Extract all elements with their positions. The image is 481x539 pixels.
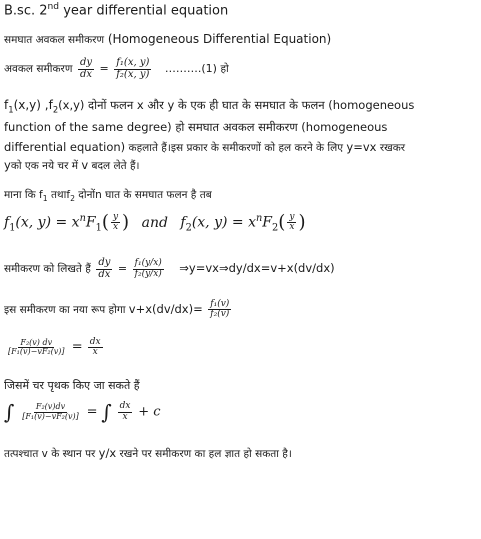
page-title	[4, 2, 228, 18]
integral-equation: ∫ $\frac{\text{F₂(v)dv}}{\text{[F₁(v)−vF₂(v)]}}$ = ∫ $\frac{dx}{x}$ + c	[4, 400, 161, 424]
section-heading	[4, 32, 331, 47]
y-over-x-fraction: $\frac{y}{x}$	[112, 211, 119, 232]
equals-sign: =	[99, 62, 109, 75]
y-over-x-fraction: $\frac{y}{x}$	[289, 211, 295, 232]
new-form-equation: इस समीकरण का नया रूप होगा v+x(dv/dx)= $\frac{\text{f₁(v)}}{\text{f₂(v)}}$	[4, 299, 230, 320]
separated-equation: $\frac{\text{F₂(v) dv}}{\text{[F₁(v)−vF₂(v)]}}$ = $\frac{dx}{x}$	[8, 337, 101, 358]
section-heading-hindi: समघात अवकल समीकरण	[4, 34, 105, 46]
equation-number: ……….(1)	[164, 62, 217, 75]
dy-dx-fraction: $\frac{dy}{dx}$	[98, 257, 111, 280]
dx-over-x-fraction: $\frac{dx}{x}$	[119, 401, 131, 422]
f1-over-f2-fraction: $\frac{\text{f₁(x, y)}}{\text{f₂(x, y)}}$	[116, 57, 150, 80]
title-text: B.sc. 2	[4, 3, 48, 19]
paragraph-line-3: differential equation) कहलाते हैं।इस प्रकार के समीकरणों को हल करने के लिए y=vx रखकर	[4, 140, 406, 154]
f1v-over-f2v-fraction: $\frac{\text{f₁(v)}}{\text{f₂(v)}}$	[210, 299, 230, 320]
and-word: and	[141, 214, 168, 231]
separation-note: जिसमें चर पृथक किए जा सकते हैं	[4, 379, 140, 392]
substitution-chain: ⇒y=vx⇒dy/dx=v+x(dv/dx)	[179, 261, 335, 275]
definition-suffix: हो	[220, 63, 229, 75]
title-superscript: nd	[47, 2, 60, 12]
conclusion-line: तत्पश्चात v के स्थान पर y/x रखने पर समीकरण का हल ज्ञात हो सकता है।	[4, 446, 292, 460]
paragraph-line-2: function of the same degree) हो समघात अवकल समीकरण (homogeneous	[4, 120, 388, 134]
rewritten-equation: समीकरण को लिखते हैं $\frac{dy}{dx}$ = $\frac{\text{f₁(y/x)}}{\text{f₂(y/x)}}$ ⇒y=vx⇒dy/dx=v+x(dv/dx)	[4, 257, 335, 280]
definition-label: अवकल समीकरण	[4, 63, 73, 75]
paragraph-line-4: yको एक नये चर में v बदल लेते हैं।	[4, 158, 140, 172]
title-rest: year differential equation	[59, 3, 229, 19]
integrand-fraction: $\frac{\text{F₂(v)dv}}{\text{[F₁(v)−vF₂(v)]}}$	[22, 402, 79, 421]
assumption-line: माना कि $f_1$ $तथाf_2$ दोनोंn घात के समघात फलन है तब	[4, 189, 212, 204]
definition-equation	[4, 58, 229, 80]
dx-over-x-fraction: $\frac{dx}{x}$	[89, 337, 101, 358]
paragraph-line-1: $f_1(x,y)$ $,f_2(x,y)$ दोनों फलन x और y के एक ही घात के समघात के फलन (homogeneous	[4, 98, 415, 115]
section-heading-english: (Homogeneous Differential Equation)	[104, 32, 332, 46]
dy-dx-fraction: $\frac{dy}{dx}$	[79, 57, 92, 80]
separated-left-fraction: $\frac{\text{F₂(v) dv}}{\text{[F₁(v)−vF₂(v)]}}$	[8, 338, 65, 357]
f1-f2-yx-fraction: $\frac{\text{f₁(y/x)}}{\text{f₂(y/x)}}$	[134, 258, 162, 279]
homogeneous-function-equations: $f_1(x$, $y) = x^nF_1$( $\frac{y}{x}$ ) and $f_2(x$, $y) = x^nF_2$( $\frac{y}{x}$ )	[4, 211, 306, 234]
